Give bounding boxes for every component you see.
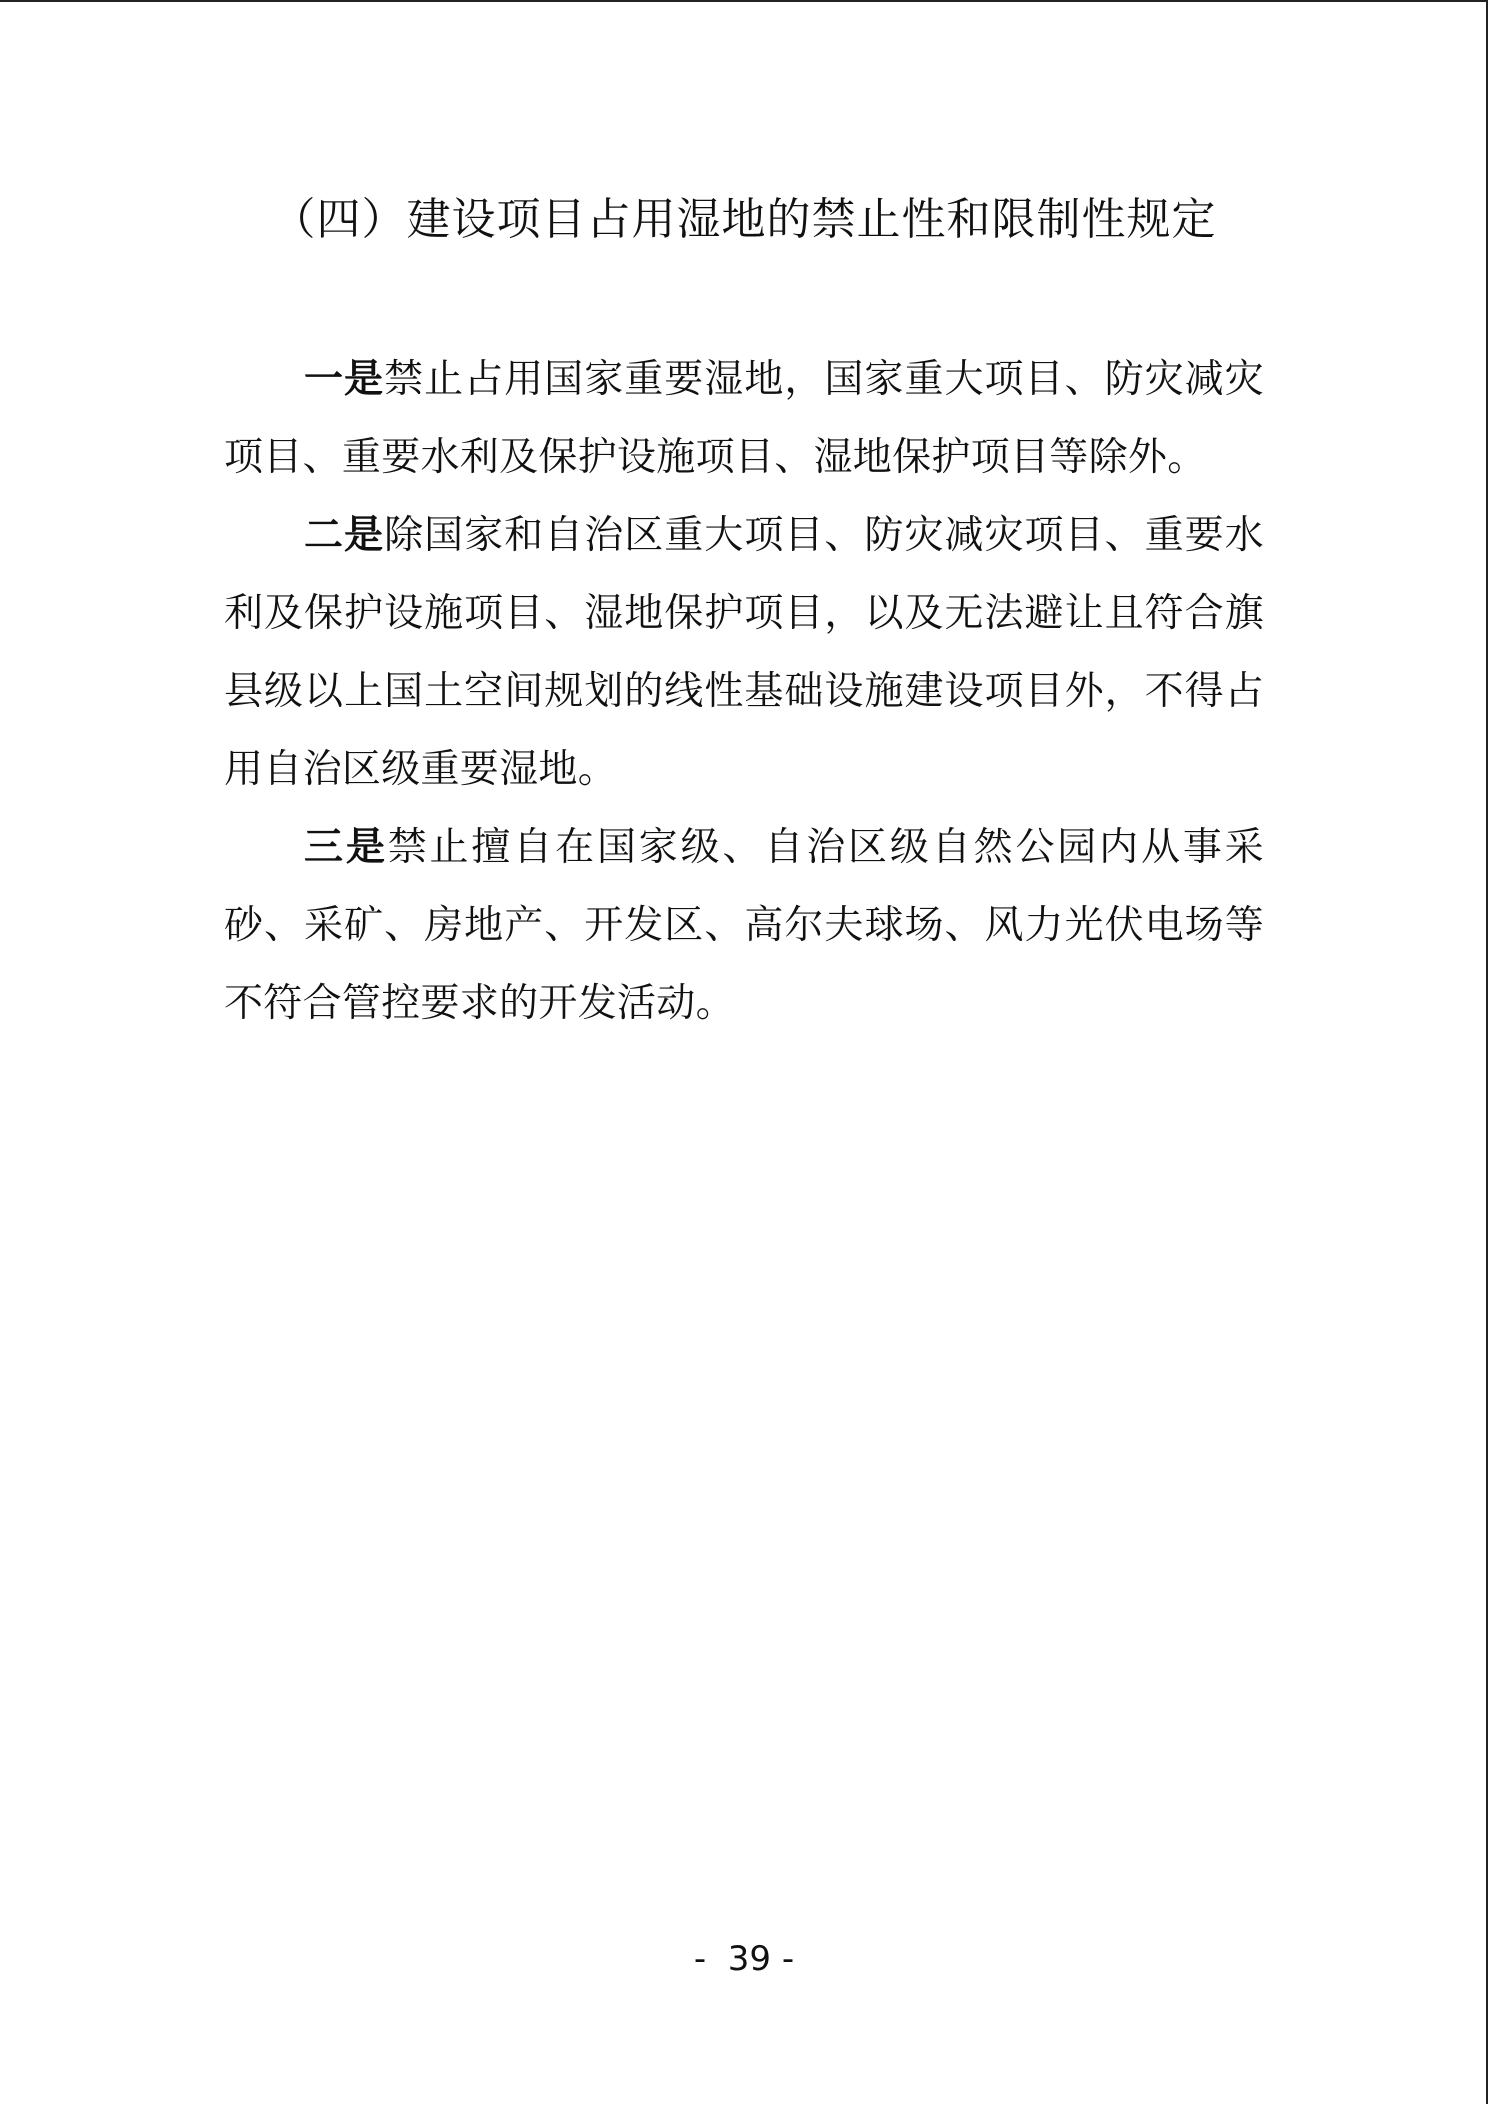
paragraph-text: 除国家和自治区重大项目、防灾减灾项目、重要水利及保护设施项目、湿地保护项目，以及无法避让且符合旗县级以上国土空间规划的线性基础设施建设项目外，不得占用自治区级重要湿地。: [224, 513, 1264, 792]
paragraph-lead: 一是: [304, 357, 385, 402]
page-number: - 39 -: [693, 1939, 795, 1979]
page-border-top: [0, 0, 1488, 2]
paragraph-lead: 二是: [304, 513, 385, 558]
body-text: [224, 341, 1264, 1043]
section-heading: （四）建设项目占用湿地的禁止性和限制性规定: [271, 194, 1217, 245]
paragraph-text: 禁止擅自在国家级、自治区级自然公园内从事采砂、采矿、房地产、开发区、高尔夫球场、风力光伏电场等不符合管控要求的开发活动。: [224, 825, 1264, 1026]
paragraph-text: 禁止占用国家重要湿地，国家重大项目、防灾减灾项目、重要水利及保护设施项目、湿地保护项目等除外。: [224, 357, 1264, 480]
paragraph-2: [224, 497, 1264, 809]
paragraph-1: [224, 341, 1264, 497]
paragraph-3: [224, 809, 1264, 1043]
paragraph-lead: 三是: [304, 825, 388, 870]
